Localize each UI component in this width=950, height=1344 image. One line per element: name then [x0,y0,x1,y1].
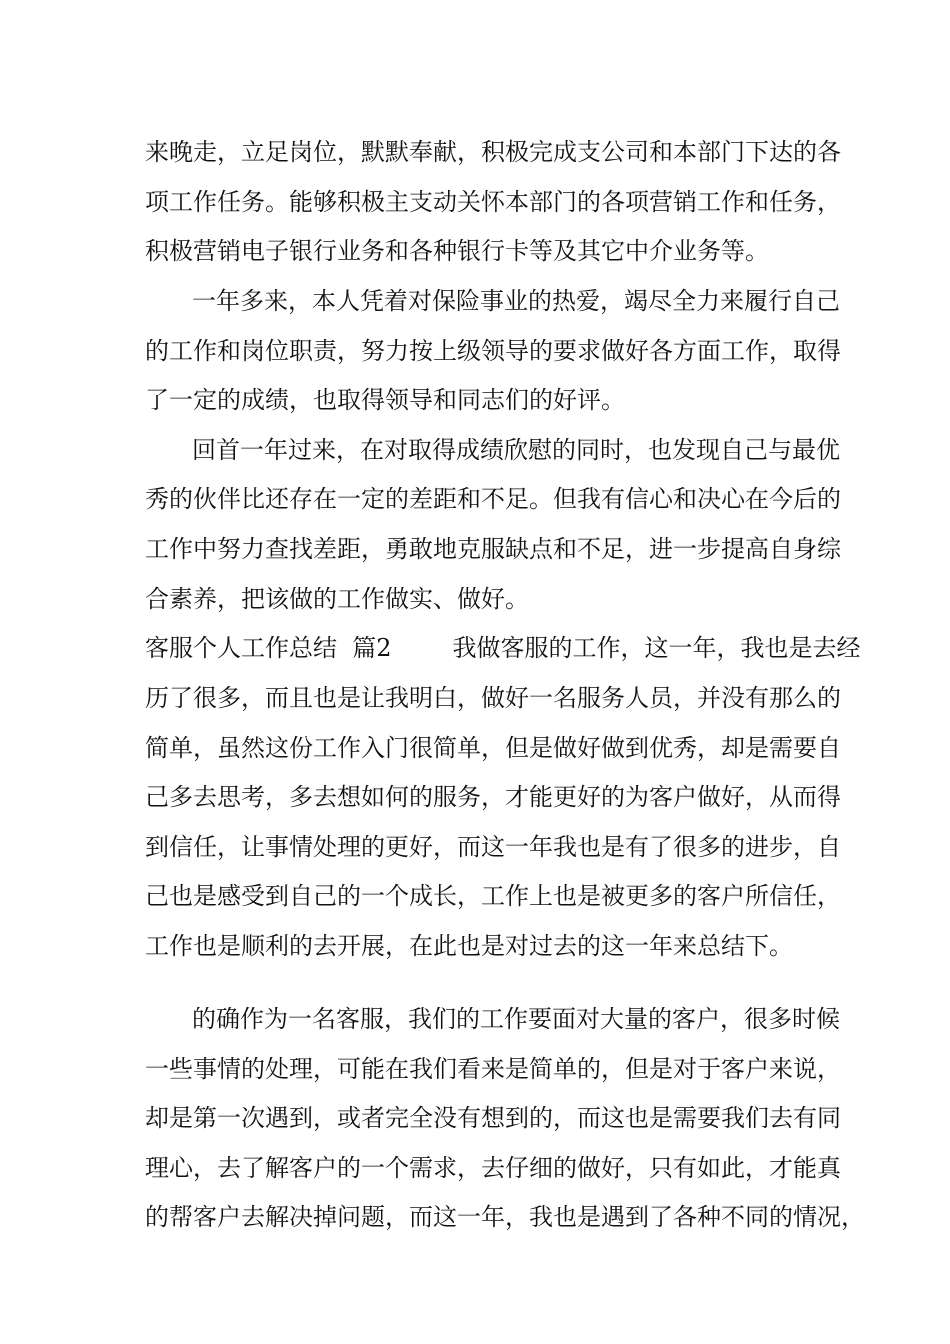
paragraph-first-line: 一年多来，本人凭着对保险事业的热爱，竭尽全力来履行自己 [192,287,840,315]
text-line: 项工作任务。能够积极主支动关怀本部门的各项营销工作和任务， [145,188,841,216]
text-line: 己也是感受到自己的一个成长，工作上也是被更多的客户所信任， [145,882,841,910]
text-line: 积极营销电子银行业务和各种银行卡等及其它中介业务等。 [145,237,769,265]
text-line: 工作也是顺利的去开展，在此也是对过去的这一年来总结下。 [145,932,793,960]
text-line: 历了很多，而且也是让我明白，做好一名服务人员，并没有那么的 [145,684,841,712]
text-line: 理心，去了解客户的一个需求，去仔细的做好，只有如此，才能真 [145,1154,841,1182]
paragraph-first-line: 回首一年过来，在对取得成绩欣慰的同时，也发现自己与最优 [192,436,840,464]
text-line: 一些事情的处理，可能在我们看来是简单的，但是对于客户来说， [145,1055,841,1083]
text-line: 到信任，让事情处理的更好，而这一年我也是有了很多的进步，自 [145,833,841,861]
section-heading-line: 客服个人工作总结 篇2 我做客服的工作，这一年，我也是去经 [145,634,861,662]
text-line: 却是第一次遇到，或者完全没有想到的，而这也是需要我们去有同 [145,1104,841,1132]
text-line: 的工作和岗位职责，努力按上级领导的要求做好各方面工作，取得 [145,337,841,365]
text-line: 来晚走，立足岗位，默默奉献，积极完成支公司和本部门下达的各 [145,138,841,166]
text-line: 合素养，把该做的工作做实、做好。 [145,585,529,613]
text-line: 了一定的成绩，也取得领导和同志们的好评。 [145,386,625,414]
text-line: 简单，虽然这份工作入门很简单，但是做好做到优秀，却是需要自 [145,734,841,762]
text-line: 的帮客户去解决掉问题，而这一年，我也是遇到了各种不同的情况， [145,1203,865,1231]
text-line: 工作中努力查找差距，勇敢地克服缺点和不足，进一步提高自身综 [145,535,841,563]
text-line: 秀的伙伴比还存在一定的差距和不足。但我有信心和决心在今后的 [145,485,841,513]
paragraph-first-line: 的确作为一名客服，我们的工作要面对大量的客户，很多时候 [192,1005,840,1033]
text-line: 己多去思考，多去想如何的服务，才能更好的为客户做好，从而得 [145,783,841,811]
